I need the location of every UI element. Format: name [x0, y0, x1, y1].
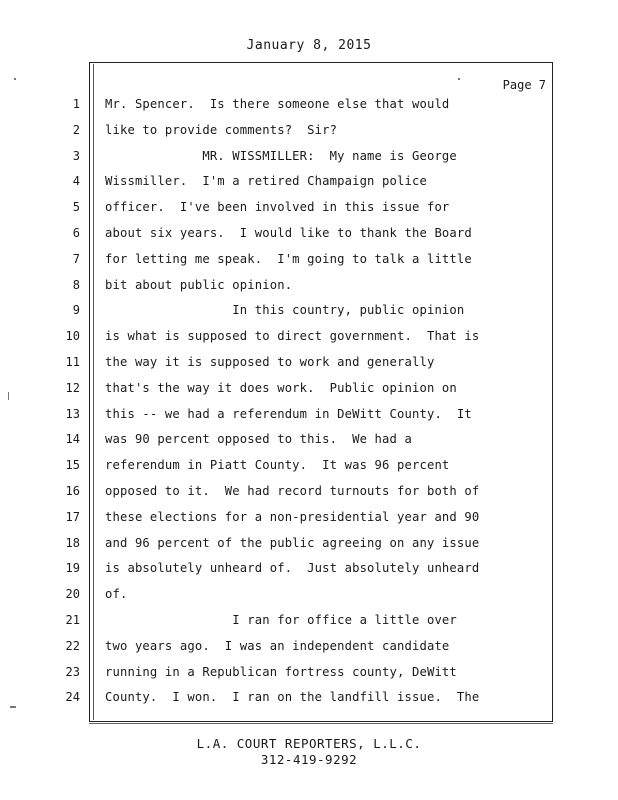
line-number: 22 [65, 639, 80, 653]
transcript-line: Mr. Spencer. Is there someone else that would [105, 97, 450, 111]
transcript-line: referendum in Piatt County. It was 96 percent [105, 458, 450, 472]
transcript-line: two years ago. I was an independent candidate [105, 639, 450, 653]
line-number: 12 [65, 381, 80, 395]
line-number: 20 [65, 587, 80, 601]
transcript-line: was 90 percent opposed to this. We had a [105, 432, 412, 446]
transcript-line: is absolutely unheard of. Just absolutely unheard [105, 561, 480, 575]
scan-speck [14, 78, 16, 80]
line-number: 21 [65, 613, 80, 627]
line-number: 5 [72, 200, 80, 214]
transcript-line: officer. I've been involved in this issue for [105, 200, 450, 214]
line-number: 3 [72, 149, 80, 163]
line-number: 14 [65, 432, 80, 446]
transcript-line: for letting me speak. I'm going to talk a little [105, 252, 472, 266]
transcript-line: running in a Republican fortress county, DeWitt [105, 665, 457, 679]
line-number: 18 [65, 536, 80, 550]
line-number: 10 [65, 329, 80, 343]
line-number: 11 [65, 355, 80, 369]
scan-speck [10, 706, 16, 708]
transcript-line: this -- we had a referendum in DeWitt County. It [105, 407, 472, 421]
transcript-line: County. I won. I ran on the landfill issue. The [105, 690, 480, 704]
transcript-line: of. [105, 587, 128, 601]
bottom-rule [89, 723, 553, 724]
line-number: 23 [65, 665, 80, 679]
transcript-line: MR. WISSMILLER: My name is George [105, 149, 457, 163]
line-number: 17 [65, 510, 80, 524]
line-number: 6 [72, 226, 80, 240]
transcript-line: opposed to it. We had record turnouts for both of [105, 484, 480, 498]
transcript-line: about six years. I would like to thank the Board [105, 226, 472, 240]
line-number: 13 [65, 407, 80, 421]
inner-margin-rule [93, 64, 94, 720]
transcript-line: is what is supposed to direct government. That is [105, 329, 480, 343]
line-number: 8 [72, 278, 80, 292]
page-header-date: January 8, 2015 [246, 38, 372, 53]
transcript-line: like to provide comments? Sir? [105, 123, 338, 137]
transcript-line: Wissmiller. I'm a retired Champaign police [105, 174, 427, 188]
line-number: 7 [72, 252, 80, 266]
line-number: 19 [65, 561, 80, 575]
page-number-label: Page 7 [502, 78, 546, 92]
line-number: 9 [72, 303, 80, 317]
transcript-line: In this country, public opinion [105, 303, 465, 317]
transcript-line: I ran for office a little over [105, 613, 457, 627]
footer-phone: 312-419-9292 [260, 752, 358, 767]
transcript-line: and 96 percent of the public agreeing on any issue [105, 536, 480, 550]
transcript-line: these elections for a non-presidential year and 90 [105, 510, 480, 524]
line-number: 2 [72, 123, 80, 137]
transcript-line: the way it is supposed to work and generally [105, 355, 435, 369]
footer-company: L.A. COURT REPORTERS, L.L.C. [196, 736, 422, 751]
line-number: 16 [65, 484, 80, 498]
transcript-line: bit about public opinion. [105, 278, 293, 292]
line-number: 1 [72, 97, 80, 111]
line-number: 24 [65, 690, 80, 704]
transcript-line: that's the way it does work. Public opinion on [105, 381, 457, 395]
line-number: 15 [65, 458, 80, 472]
scan-speck [458, 78, 460, 80]
line-number: 4 [72, 174, 80, 188]
scan-speck [8, 392, 9, 400]
